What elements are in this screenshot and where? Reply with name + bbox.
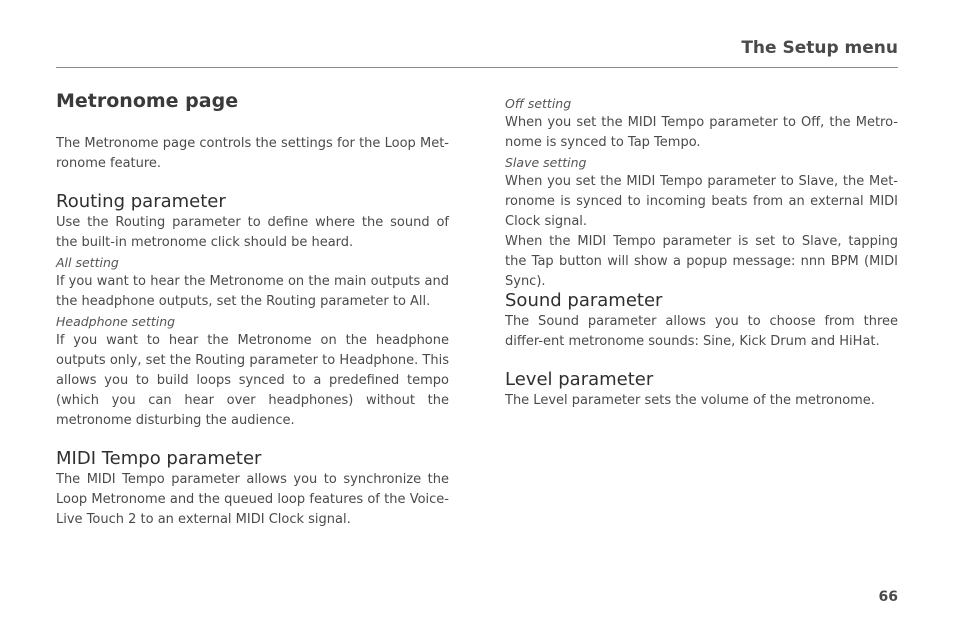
sound-heading: Sound parameter	[505, 290, 663, 311]
intro-text: The Metronome page controls the settings for the Loop Met-ronome feature.	[56, 136, 449, 171]
level-text: The Level parameter sets the volume of the metronome.	[505, 393, 875, 408]
level-heading: Level parameter	[505, 369, 654, 390]
midi-tempo-text: The MIDI Tempo parameter allows you to synchronize the Loop Metronome and the queued loop features of the Voice-Live Touch 2 to an external MIDI Clock signal.	[56, 472, 449, 527]
intro-block	[56, 134, 449, 174]
level-section	[505, 369, 898, 411]
slave-setting-text-2: When the MIDI Tempo parameter is set to Slave, tapping the Tap button will show a popup message: nnn BPM (MIDI Sync).	[505, 234, 898, 289]
midi-tempo-continued	[505, 94, 898, 292]
section-title: The Setup menu	[741, 38, 898, 58]
slave-setting-label: Slave setting	[505, 155, 587, 170]
off-setting-label: Off setting	[505, 96, 572, 111]
page-number: 66	[878, 589, 898, 605]
page-title: Metronome page	[56, 90, 239, 112]
all-setting-label: All setting	[56, 255, 119, 270]
midi-tempo-heading: MIDI Tempo parameter	[56, 448, 262, 469]
routing-heading: Routing parameter	[56, 191, 226, 212]
midi-tempo-section	[56, 448, 449, 530]
slave-setting-text: When you set the MIDI Tempo parameter to Slave, the Met-ronome is synced to incoming beats from an external MIDI Clock signal.	[505, 174, 898, 229]
off-setting-text: When you set the MIDI Tempo parameter to Off, the Metro-nome is synced to Tap Tempo.	[505, 115, 898, 150]
routing-text: Use the Routing parameter to define where the sound of the built-in metronome click should be heard.	[56, 215, 449, 250]
header-rule	[56, 67, 898, 68]
sound-text: The Sound parameter allows you to choose from three differ-ent metronome sounds: Sine, Kick Drum and HiHat.	[505, 314, 898, 349]
headphone-setting-label: Headphone setting	[56, 314, 176, 329]
all-setting-text: If you want to hear the Metronome on the main outputs and the headphone outputs, set the Routing parameter to All.	[56, 274, 449, 309]
headphone-setting-text: If you want to hear the Metronome on the headphone outputs only, set the Routing parameter to Headphone. This allows you to build loops synced to a predefined tempo (which you can hear over headphones) without the metronome disturbing the audience.	[56, 333, 449, 428]
routing-section	[56, 191, 449, 431]
sound-section	[505, 290, 898, 352]
